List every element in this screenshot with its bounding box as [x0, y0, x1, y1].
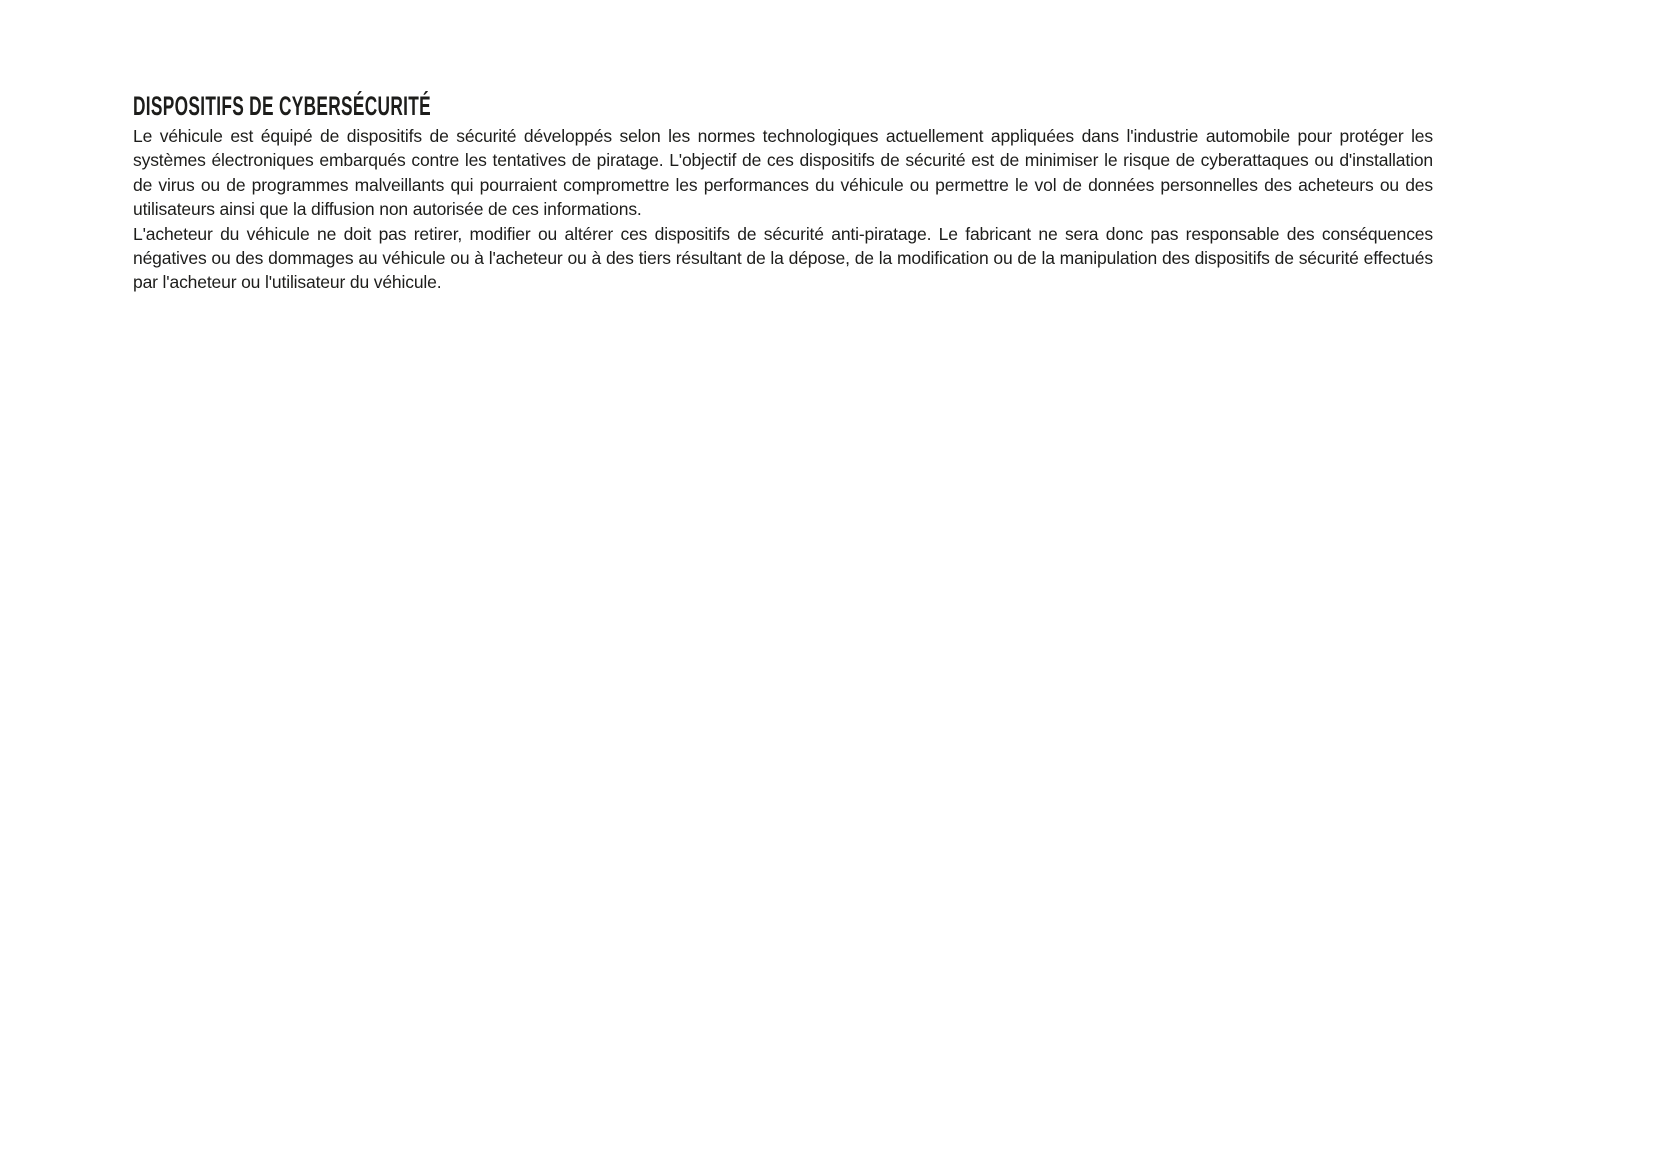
paragraph-buyer-responsibility: L'acheteur du véhicule ne doit pas retirer, modifier ou altérer ces dispositifs de sécurité anti-piratage. Le fabricant ne sera donc pas responsable des conséquences négatives ou des dommages au véhicule ou à l'acheteur ou à des tiers résultant de la dépose, de la modification ou de la manipulation des dispositifs de sécurité effectués par l'acheteur ou l'utilisateur du véhicule. [133, 223, 1433, 293]
section-heading-text: DISPOSITIFS DE CYBERSÉCURITÉ [133, 91, 431, 121]
paragraph-security-devices: Le véhicule est équipé de dispositifs de sécurité développés selon les normes technologiques actuellement appliquées dans l'industrie automobile pour protéger les systèmes électroniques embarqués contre les tentatives de piratage. L'objectif de ces dispositifs de sécurité est de minimiser le risque de cyberattaques ou d'installation de virus ou de programmes malveillants qui pourraient compromettre les performances du véhicule ou permettre le vol de données personnelles des acheteurs ou des utilisateurs ainsi que la diffusion non autorisée de ces informations. [133, 126, 1433, 220]
section-heading [133, 93, 1433, 120]
cybersecurity-section [133, 93, 1433, 295]
